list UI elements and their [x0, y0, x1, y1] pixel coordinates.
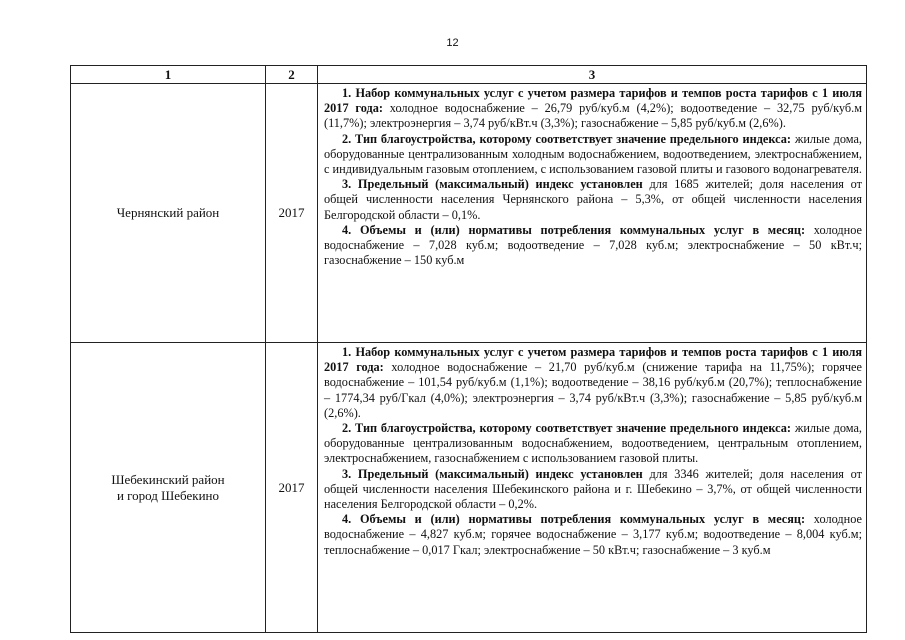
column-header-2: 2 [266, 66, 318, 84]
table-row [71, 84, 867, 343]
region-name: Чернянский район [116, 205, 220, 220]
paragraph: 1. Набор коммунальных услуг с учетом размера тарифов и темпов роста тарифов с 1 июля 2017 года: холодное водоснабжение – 21,70 руб/куб.м (снижение тарифа на 11,75%); горячее водоснабжение – 101,54 руб/куб.м (1,1%); водоотведение – 38,16 руб/куб.м (20,7%); теплоснабжение – 1774,34 руб/Гкал (4,0%); электроэнергия – 3,74 руб/кВт.ч (3,3%); газоснабжение – 5,85 руб/куб.м (2,6%). [324, 345, 862, 420]
description-cell [318, 343, 867, 633]
region-name-line-1: Шебекинский район [111, 471, 225, 487]
year-cell: 2017 [266, 343, 318, 633]
paragraph: 2. Тип благоустройства, которому соответствует значение предельного индекса: жилые дома, оборудованные централизованным водоснабжением, водоотведением, центральным отоплением, электроснабжением, газоснабжением с использованием газовой плиты. [324, 421, 862, 466]
column-header-3: 3 [318, 66, 867, 84]
region-cell [71, 343, 266, 633]
paragraph: 3. Предельный (максимальный) индекс установлен для 1685 жителей; доля населения от общей численности населения Чернянского района – 5,3%, от общей численности населения Белгородской области – 0,1%. [324, 177, 862, 222]
year-cell: 2017 [266, 84, 318, 343]
region-name-line-2: и город Шебекино [116, 487, 220, 503]
paragraph: 2. Тип благоустройства, которому соответствует значение предельного индекса: жилые дома, оборудованные централизованным холодным водоснабжением, водоотведением, электроснабжением, с индивидуальным газовым отоплением, с использованием газовой плиты и газового водонагревателя. [324, 131, 862, 177]
table-row [71, 343, 867, 633]
column-header-1: 1 [71, 66, 266, 84]
paragraph: 4. Объемы и (или) нормативы потребления коммунальных услуг в месяц: холодное водоснабжение – 4,827 куб.м; горячее водоснабжение – 3,177 куб.м; водоотведение – 8,004 куб.м; теплоснабжение – 0,017 Гкал; электроснабжение – 50 кВт.ч; газоснабжение – 3 куб.м [324, 512, 863, 557]
description-cell [318, 84, 867, 343]
paragraph: 3. Предельный (максимальный) индекс установлен для 3346 жителей; доля населения от общей численности населения Шебекинского района и г. Шебекино – 3,7%, от общей численности населения Белгородской области – 0,2%. [324, 466, 862, 512]
tariff-table [70, 65, 867, 633]
region-cell [71, 84, 266, 343]
paragraph: 4. Объемы и (или) нормативы потребления коммунальных услуг в месяц: холодное водоснабжение – 7,028 куб.м; водоотведение – 7,028 куб.м; электроснабжение – 50 кВт.ч; газоснабжение – 150 куб.м [324, 222, 863, 268]
page-number: 12 [446, 37, 459, 49]
table-header-row [71, 66, 867, 84]
paragraph: 1. Набор коммунальных услуг с учетом размера тарифов и темпов роста тарифов с 1 июля 2017 года: холодное водоснабжение – 26,79 руб/куб.м (4,2%); водоотведение – 32,75 руб/куб.м (11,7%); электроэнергия – 3,74 руб/кВт.ч (3,3%); газоснабжение – 5,85 руб/куб.м (2,6%). [324, 86, 862, 131]
